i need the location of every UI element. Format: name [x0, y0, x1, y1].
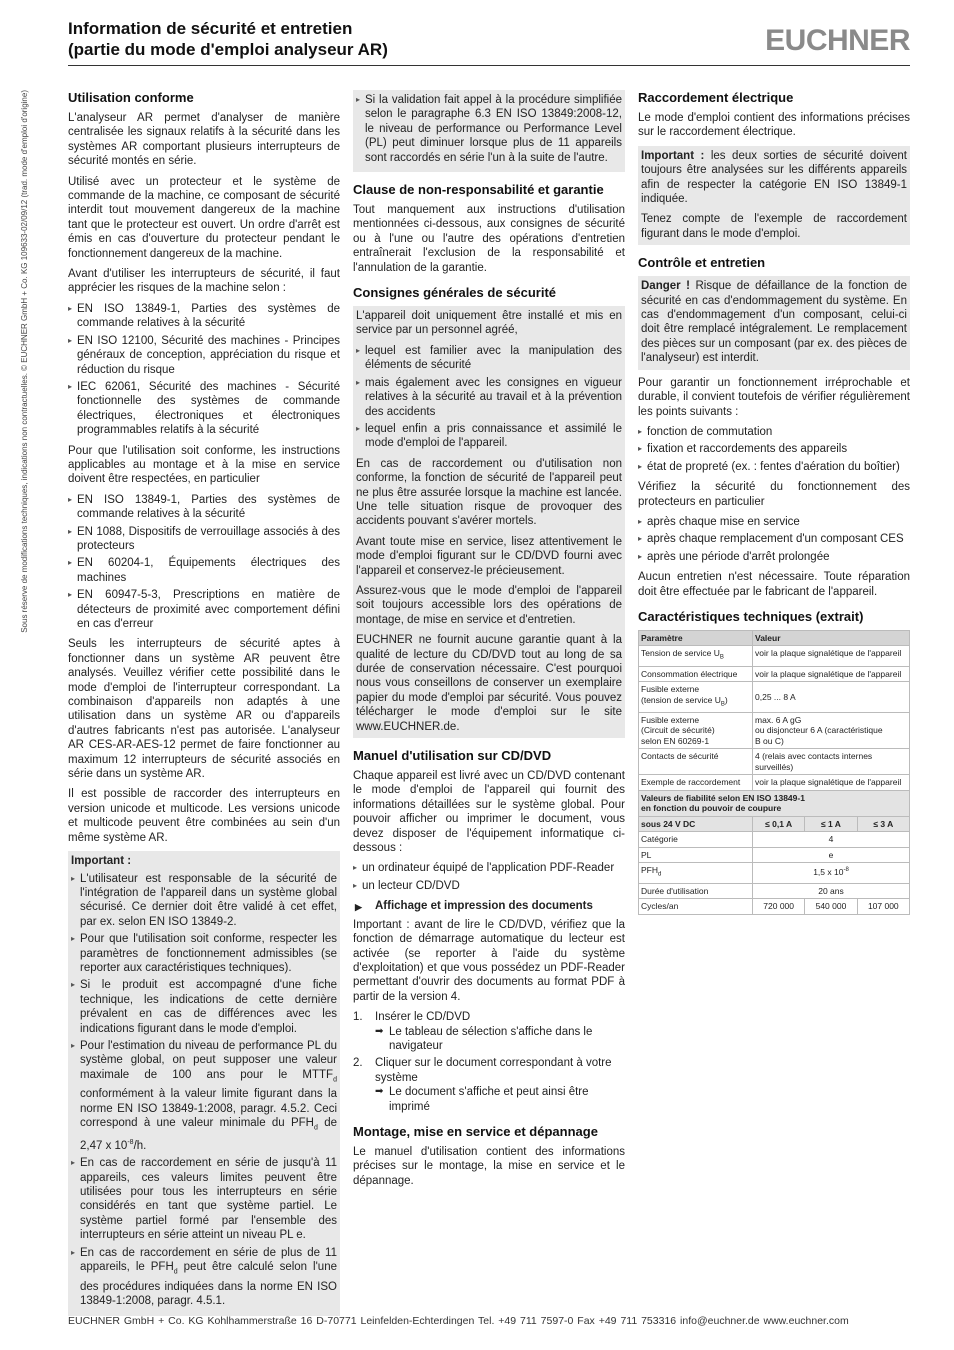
- important-box: Important : les deux sorties de sécurité doivent toujours être analysées sur les différents appareils afin de respecter la catégorie EN ISO 13849-1 indiquée. Tenez compte de l'exemple de raccordement figurant dans le mode d'emploi.: [638, 146, 910, 245]
- paragraph: Tout manquement aux instructions d'utilisation mentionnées ci-dessous, aux consignes de sécurité ou à l'une ou l'autre des opérations d'entretien entraînerait l'exclusion de la responsabilité et l'annulation de la garantie.: [353, 204, 625, 274]
- table-row: $PFH_d$ 1,5 x $10^{-8}$: [639, 863, 910, 883]
- list-item: ▸ après une période d'arrêt prolongée: [638, 550, 910, 564]
- page-footer: EUCHNER GmbH + Co. KG Kohlhammerstraße 16 D-70771 Leinfelden-Echterdingen Tel. +49 711 7597-0 Fax +49 711 753316 info@euchner.de www.euchner.com: [68, 1315, 849, 1327]
- heading-affichage: ▶ Affichage et impression des documents: [353, 899, 625, 913]
- heading-controle: Contrôle et entretien: [638, 255, 766, 271]
- list-item: ▸ Si la validation fait appel à la procédure simplifiée selon le paragraphe 6.3 EN ISO 13849:2008-12, le niveau de performance ou Performance Level (PL) peut diminuer lorsque plus de 11 appareils sont raccordés en série l'un à la suite de l'autre.: [356, 93, 622, 165]
- spec-table: [638, 630, 910, 915]
- table-row: Fusible externe (tension de service $U_B$) 0,25 ... 8 A: [639, 682, 910, 713]
- validation-note-box: [353, 90, 625, 172]
- list-item: ▸ lequel est familier avec la manipulation des éléments de sécurité: [356, 344, 622, 373]
- paragraph: Avant d'utiliser les interrupteurs de sécurité, il faut apprécier les risques de la machine selon :: [68, 268, 340, 295]
- heading-clause: Clause de non-responsabilité et garantie: [353, 182, 604, 198]
- paragraph: EUCHNER ne fournit aucune garantie quant à la qualité de lecture du CD/DVD tout au long de sa durée de conservation nécessaire. C'est pourquoi nous vous conseillons de conserver un exemplaire papier du mode d'emploi par sécurité. Vous pouvez télécharger le mode d'emploi sur le site www.EUCHNER.de.: [356, 634, 622, 733]
- column-3: [638, 90, 910, 915]
- table-row: Catégorie 4: [639, 832, 910, 848]
- list-item: ▸ état de propreté (ex. : fentes d'aération du boîtier): [638, 460, 910, 474]
- paragraph: Seuls les interrupteurs de sécurité aptes à fonctionner dans un système AR peuvent être analysés. Veuillez vérifier cette possibilité dans le mode d'emploi de l'interrupteur correspondant. La combinaison d'appareils non adaptés à une utilisation dans un système AR ou d'appareils d'autres fabricants n'est pas autorisée. L'analyseur AR CES-AR-AES-12 permet de faire fonctionner au maximum 12 interrupteurs de sécurité associés en série dans un système AR.: [68, 638, 340, 781]
- table-row: Consommation électrique voir la plaque signalétique de l'appareil: [639, 666, 910, 682]
- instructions-list: [68, 493, 340, 632]
- paragraph: L'analyseur AR permet d'analyser de manière centralisée les signaux relatifs à la sécurité dans les systèmes AR comportant plusieurs interrupteurs de sécurité montés en série.: [68, 112, 340, 168]
- heading-manuel: Manuel d'utilisation sur CD/DVD: [353, 748, 552, 764]
- list-item: ▸ IEC 62061, Sécurité des machines - Sécurité fonctionnelle des systèmes de commande électriques, électroniques et électroniques programmables relatifs à la sécurité: [68, 380, 340, 438]
- paragraph: Avant toute mise en service, lisez attentivement le mode d'emploi figurant sur le CD/DVD fourni avec l'appareil et conservez-le précieusement.: [356, 535, 622, 577]
- heading-caracteristiques: Caractéristiques techniques (extrait): [638, 608, 864, 624]
- list-item: ▸ EN 60204-1, Équipements électriques des machines: [68, 556, 340, 585]
- paragraph: Pour garantir un fonctionnement irréprochable et durable, il convient toutefois de vérifier régulièrement les points suivants :: [638, 376, 910, 418]
- step-item: 2. Cliquer sur le document correspondant à votre système ➡ Le document s'affiche et peut ainsi être imprimé: [353, 1056, 625, 1114]
- paragraph: Chaque appareil est livré avec un CD/DVD contenant le mode d'emploi de l'appareil qui fournit des informations détaillées sur le système global. Pour pouvoir afficher ou imprimer le document, vous devez disposer de l'équipement informatique ci-dessous :: [353, 770, 625, 855]
- paragraph: Il est possible de raccorder des interrupteurs en version unicode et multicode. Les versions unicode et multicode peuvent être combinées au sein d'un même système AR.: [68, 788, 340, 844]
- list-item: ▸ Si le produit est accompagné d'une fiche technique, les indications de cette dernière prévalent en cas de différences avec les indications figurant dans le mode d'emploi.: [71, 978, 337, 1036]
- paragraph: En cas de raccordement ou d'utilisation non conforme, la fonction de sécurité de l'appareil peut ne plus être assurée lorsque la machine est lancée. Une telle situation risque de provoquer des accidents pouvant s'avérer mortels.: [356, 457, 622, 528]
- paragraph: Aucun entretien n'est nécessaire. Toute réparation doit être effectuée par le fabricant de l'appareil.: [638, 571, 910, 598]
- list-item: ▸ fixation et raccordements des appareils: [638, 442, 910, 456]
- list-item: ▸ En cas de raccordement en série de jusqu'à 11 appareils, ces valeurs limites peuvent être utilisées pour tous les interrupteurs en série considérés en tant que système partiel. Le système partiel formé par l'ensemble des interrupteurs en série atteint un niveau PL e.: [71, 1156, 337, 1242]
- heading-montage: Montage, mise en service et dépannage: [353, 1123, 598, 1139]
- side-legal-note: Sous réserve de modifications techniques, indications non contractuelles. © EUCHNER GmbH + Co. KG 109633-02/09/12 (trad. mode d'emploi d'origine): [20, 90, 29, 633]
- list-item: ▸ après chaque remplacement d'un composant CES: [638, 532, 910, 546]
- safety-box: [353, 306, 625, 738]
- list-item: ▸ un lecteur CD/DVD: [353, 879, 625, 893]
- paragraph: Vérifiez la sécurité du fonctionnement des protecteurs en particulier: [638, 481, 910, 508]
- paragraph: L'appareil doit uniquement être installé et mis en service par un personnel agréé,: [356, 310, 622, 337]
- list-item: ▸ Pour que l'utilisation soit conforme, respecter les paramètres de fonctionnement admissibles (se reporter aux caractéristiques techniques).: [71, 932, 337, 975]
- table-row: sous 24 V DC ≤ 0,1 A ≤ 1 A ≤ 3 A: [639, 816, 910, 832]
- step-item: 1. Insérer le CD/DVD ➡ Le tableau de sélection s'affiche dans le navigateur: [353, 1010, 625, 1053]
- table-row: Tension de service $U_B$ voir la plaque signalétique de l'appareil: [639, 646, 910, 666]
- list-item: ▸ un ordinateur équipé de l'application PDF-Reader: [353, 861, 625, 875]
- important-title: Important :: [71, 855, 132, 868]
- table-row: Durée d'utilisation 20 ans: [639, 883, 910, 899]
- paragraph: Le manuel d'utilisation contient des informations précises sur le montage, la mise en service et le dépannage.: [353, 1145, 625, 1187]
- column-2: [353, 90, 625, 1194]
- paragraph: Assurez-vous que le mode d'emploi de l'appareil soit toujours accessible lors des opérations de montage, de mise en service et d'entretien.: [356, 584, 622, 626]
- list-item: ▸ EN ISO 13849-1, Parties des systèmes de commande relatives à la sécurité: [68, 302, 340, 331]
- table-header-row: Paramètre Valeur: [639, 630, 910, 646]
- heading-utilisation: Utilisation conforme: [68, 90, 194, 105]
- page-header: [68, 18, 910, 66]
- list-item: ▸ En cas de raccordement en série de plus de 11 appareils, le $PFH_d$ peut être calculé selon l'une des procédures indiquées dans la norme EN ISO 13849-1:2008, paragr. 4.5.1.: [71, 1246, 337, 1309]
- list-item: ▸ fonction de commutation: [638, 425, 910, 439]
- important-list: [71, 872, 337, 1309]
- column-1: [68, 90, 340, 1322]
- heading-consignes: Consignes générales de sécurité: [353, 285, 557, 301]
- list-item: ▸ lequel enfin a pris connaissance et assimilé le mode d'emploi de l'appareil.: [356, 422, 622, 451]
- list-item: ▸ après chaque mise en service: [638, 515, 910, 529]
- standards-list: [68, 302, 340, 438]
- important-box: [68, 851, 340, 1316]
- list-item: ▸ EN 1088, Dispositifs de verrouillage associés à des protecteurs: [68, 525, 340, 554]
- table-row: Fusible externe (Circuit de sécurité) selon EN 60269-1 max. 6 A gG ou disjoncteur 6 A (caractéristique B ou C): [639, 712, 910, 749]
- list-item: ▸ EN ISO 13849-1, Parties des systèmes de commande relatives à la sécurité: [68, 493, 340, 522]
- table-row: Exemple de raccordement voir la plaque signalétique de l'appareil: [639, 775, 910, 791]
- table-row: Contacts de sécurité 4 (relais avec contacts internes surveillés): [639, 749, 910, 775]
- paragraph: Le mode d'emploi contient des informations précises sur le raccordement électrique.: [638, 112, 910, 139]
- table-row: Valeurs de fiabilité selon EN ISO 13849-1 en fonction du pouvoir de coupure: [639, 790, 910, 816]
- page-title: Information de sécurité et entretien (partie du mode d'emploi analyseur AR): [68, 19, 388, 59]
- list-item: ▸ EN ISO 12100, Sécurité des machines - Principes généraux de conception, appréciation du risque et réduction du risque: [68, 334, 340, 377]
- table-row: PL e: [639, 847, 910, 863]
- list-item: ▸ mais également avec les consignes en vigueur relatives à la sécurité au travail et à la prévention des accidents: [356, 376, 622, 419]
- paragraph: Important : avant de lire le CD/DVD, vérifiez que la fonction de démarrage automatique du lecteur est activée (se reporter à l'aide du système d'exploitation) et que vous possédez un PDF-Reader permettant d'ouvrir des documents au format PDF à partir de la version 4.: [353, 918, 625, 1003]
- steps-list: [353, 1010, 625, 1114]
- paragraph: Utilisé avec un protecteur et le système de commande de la machine, ce composant de sécurité interdit tout mouvement dangereux de la machine tant que le protecteur est ouvert. Un ordre d'arrêt est émis en cas d'ouverture du protecteur pendant le fonctionnement dangereux de la machine.: [68, 175, 340, 260]
- list-item: ▸ L'utilisateur est responsable de la sécurité de l'intégration de l'appareil dans un système global sécurisé. Ce dernier doit être validé à cet effet, par ex. selon EN ISO 13849-2.: [71, 872, 337, 930]
- danger-box: Danger ! Risque de défaillance de la fonction de sécurité en cas d'endommagement du système. En cas d'endommagement d'un composant, celui-ci doit être remplacé intégralement. Le remplacement des pièces sur un composant (par ex. des pièces de l'analyseur) est interdit.: [638, 276, 910, 369]
- euchner-logo: EUCHNER: [765, 24, 910, 57]
- paragraph: Pour que l'utilisation soit conforme, les instructions applicables au montage et à la mise en service doivent être respectées, en particulier: [68, 444, 340, 486]
- list-item: ▸ Pour l'estimation du niveau de performance PL du système global, on peut supposer une valeur maximale de 100 ans pour le $MTTF_d$ conformément à la valeur limite figurant dans la norme EN ISO 13849-1:2008, paragr. 4.5.2. Ceci correspond à une valeur minimale du $PFH_d$ de 2,47 x $10^{-8}/h$.: [71, 1039, 337, 1153]
- table-row: Cycles/an 720 000 540 000 107 000: [639, 899, 910, 915]
- heading-raccordement: Raccordement électrique: [638, 90, 794, 105]
- list-item: ▸ EN 60947-5-3, Prescriptions en matière de détecteurs de proximité avec comportement défini en cas d'erreur: [68, 588, 340, 631]
